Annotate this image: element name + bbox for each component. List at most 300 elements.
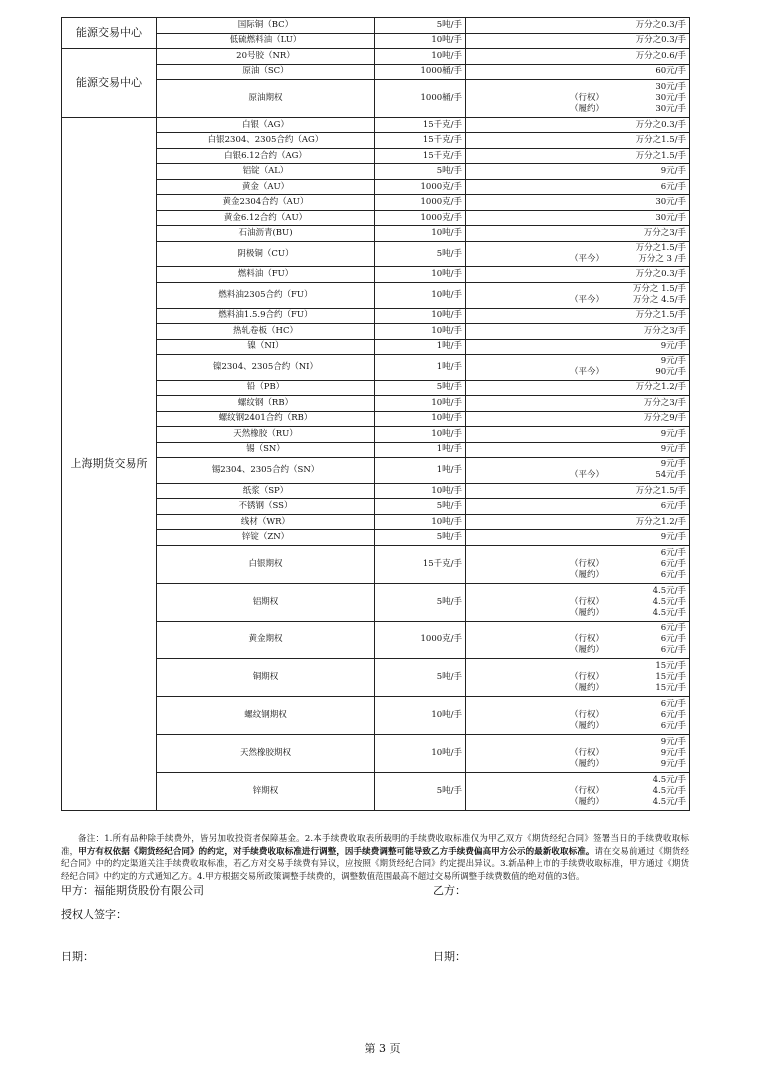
- fee-value: 9元/手: [660, 166, 686, 177]
- fee-line: [469, 413, 686, 424]
- fee-value: 万分之0.3/手: [635, 35, 686, 46]
- unit-cell: 15千克/手: [375, 117, 466, 133]
- table-row: [62, 49, 690, 65]
- fee-cell: [466, 355, 690, 381]
- fee-type-label: [570, 20, 612, 31]
- fee-type-label: （行权）: [570, 558, 605, 569]
- fee-value: 6元/手: [660, 645, 686, 656]
- product-cell: 白银6.12合约（AG）: [157, 148, 375, 164]
- unit-cell: 15千克/手: [375, 148, 466, 164]
- table-row: [62, 621, 690, 659]
- fee-type-label: [570, 166, 612, 177]
- fee-type-label: [570, 269, 612, 280]
- fee-cell: [466, 133, 690, 149]
- fee-type-label: [570, 382, 612, 393]
- fee-value: 4.5元/手: [652, 596, 686, 607]
- fee-table-body: [62, 18, 690, 811]
- unit-cell: 1000桶/手: [375, 80, 466, 118]
- fee-value: 6元/手: [660, 634, 686, 645]
- fee-line: [469, 197, 686, 208]
- fee-value: 15元/手: [655, 661, 686, 672]
- unit-cell: 10吨/手: [375, 483, 466, 499]
- product-cell: 原油（SC）: [157, 64, 375, 80]
- unit-cell: 10吨/手: [375, 396, 466, 412]
- fee-value: 6元/手: [660, 569, 686, 580]
- unit-cell: 5吨/手: [375, 773, 466, 811]
- product-cell: 铜期权: [157, 659, 375, 697]
- product-cell: 螺纹钢2401合约（RB）: [157, 411, 375, 427]
- fee-line: [469, 284, 686, 295]
- fee-type-label: [570, 310, 612, 321]
- fee-line: [469, 20, 686, 31]
- fee-type-label: （行权）: [570, 92, 605, 103]
- fee-type-label: [570, 486, 612, 497]
- fee-type-label: [570, 356, 612, 367]
- fee-type-label: （平今）: [570, 295, 605, 306]
- product-cell: 黄金（AU）: [157, 179, 375, 195]
- product-cell: 低硫燃料油（LU）: [157, 33, 375, 49]
- product-cell: 原油期权: [157, 80, 375, 118]
- fee-cell: [466, 339, 690, 355]
- fee-line: [469, 243, 686, 254]
- fee-value: 9元/手: [660, 532, 686, 543]
- fee-type-label: （行权）: [570, 748, 605, 759]
- product-cell: 不锈钢（SS）: [157, 499, 375, 515]
- fee-value: 万分之 3 /手: [638, 254, 686, 265]
- fee-line: [469, 586, 686, 597]
- fee-line: [469, 699, 686, 710]
- fee-cell: [466, 80, 690, 118]
- product-cell: 锡2304、2305合约（SN）: [157, 458, 375, 484]
- fee-line: [469, 634, 686, 645]
- fee-type-label: [570, 532, 612, 543]
- fee-table: [61, 17, 690, 811]
- party-b-label: 乙方：: [433, 884, 466, 897]
- fee-value: 万分之3/手: [643, 228, 686, 239]
- unit-cell: 1000克/手: [375, 179, 466, 195]
- unit-cell: 1000克/手: [375, 195, 466, 211]
- fee-value: 万分之1.5/手: [635, 135, 686, 146]
- fee-cell: [466, 241, 690, 267]
- fee-line: [469, 367, 686, 378]
- fee-line: [469, 310, 686, 321]
- unit-cell: 1吨/手: [375, 458, 466, 484]
- fee-type-label: （履约）: [570, 607, 605, 618]
- fee-value: 万分之1.2/手: [635, 382, 686, 393]
- fee-cell: [466, 226, 690, 242]
- table-row: [62, 483, 690, 499]
- fee-cell: [466, 530, 690, 546]
- fee-value: 54元/手: [655, 470, 686, 481]
- fee-value: 30元/手: [655, 197, 686, 208]
- product-cell: 白银期权: [157, 545, 375, 583]
- fee-cell: [466, 64, 690, 80]
- product-cell: 黄金2304合约（AU）: [157, 195, 375, 211]
- product-cell: 燃料油1.5.9合约（FU）: [157, 308, 375, 324]
- table-row: [62, 499, 690, 515]
- fee-type-label: [570, 243, 612, 254]
- fee-cell: [466, 164, 690, 180]
- table-row: [62, 148, 690, 164]
- fee-value: 4.5元/手: [652, 607, 686, 618]
- table-row: [62, 267, 690, 283]
- unit-cell: 10吨/手: [375, 324, 466, 340]
- product-cell: 锌期权: [157, 773, 375, 811]
- remarks-note: [61, 833, 689, 883]
- table-row: [62, 458, 690, 484]
- fee-value: 6元/手: [660, 721, 686, 732]
- product-cell: 螺纹钢（RB）: [157, 396, 375, 412]
- fee-value: 6元/手: [660, 501, 686, 512]
- fee-line: [469, 66, 686, 77]
- product-cell: 阴极铜（CU）: [157, 241, 375, 267]
- table-row: [62, 380, 690, 396]
- fee-line: [469, 623, 686, 634]
- fee-type-label: （履约）: [570, 683, 605, 694]
- fee-type-label: （行权）: [570, 786, 605, 797]
- fee-type-label: [570, 135, 612, 146]
- unit-cell: 10吨/手: [375, 49, 466, 65]
- unit-cell: 10吨/手: [375, 697, 466, 735]
- fee-line: [469, 759, 686, 770]
- fee-cell: [466, 735, 690, 773]
- fee-line: [469, 797, 686, 808]
- fee-value: 万分之1.5/手: [635, 485, 686, 496]
- fee-value: 6元/手: [660, 699, 686, 710]
- fee-value: 万分之0.3/手: [635, 119, 686, 130]
- remarks-part2: 请在交易前通过《期货经纪合同》中的约定渠道关注手续费收取标准，若乙方对交易手续费有异议，应按照《期货经纪合同》约定提出异议。3.新品种上市的手续费收取标准，甲方通过《期货经纪合同》中约定的方式通知乙方。4.甲方根据交易所政策调整手续费的，调整数值范围最高不超过交易所调整手续费数值的绝对值的3倍。: [61, 846, 689, 882]
- product-cell: 纸浆（SP）: [157, 483, 375, 499]
- table-row: [62, 735, 690, 773]
- table-row: [62, 659, 690, 697]
- table-row: [62, 427, 690, 443]
- fee-value: 万分之9/手: [643, 413, 686, 424]
- fee-value: 9元/手: [660, 459, 686, 470]
- fee-line: [469, 82, 686, 93]
- fee-cell: [466, 210, 690, 226]
- table-row: [62, 411, 690, 427]
- fee-line: [469, 459, 686, 470]
- product-cell: 镍2304、2305合约（NI）: [157, 355, 375, 381]
- fee-type-label: [570, 737, 612, 748]
- table-row: [62, 164, 690, 180]
- exchange-cell: 能源交易中心: [62, 18, 157, 49]
- fee-type-label: [570, 444, 612, 455]
- fee-value: 4.5元/手: [652, 775, 686, 786]
- fee-value: 9元/手: [660, 759, 686, 770]
- fee-type-label: [570, 429, 612, 440]
- fee-value: 6元/手: [660, 547, 686, 558]
- fee-line: [469, 382, 686, 393]
- fee-cell: [466, 427, 690, 443]
- remarks-bold: 甲方有权依据《期货经纪合同》的约定，对手续费收取标准进行调整，因手续费调整可能导致乙方手续费偏高甲方公示的最新收取标准。: [78, 846, 595, 857]
- product-cell: 锌锭（ZN）: [157, 530, 375, 546]
- table-row: [62, 308, 690, 324]
- fee-type-label: [570, 548, 612, 559]
- fee-line: [469, 748, 686, 759]
- fee-line: [469, 151, 686, 162]
- unit-cell: 5吨/手: [375, 583, 466, 621]
- remarks-part1: 备注：1.所有品种除手续费外，皆另加收投资者保障基金。2.本手续费收取表所载明的手续费收取标准仅为甲乙双方《期货经纪合同》签署当日的手续费收取标准，: [61, 834, 689, 857]
- table-row: [62, 64, 690, 80]
- fee-line: [469, 135, 686, 146]
- table-row: [62, 530, 690, 546]
- authorized-signature-label: 授权人签字：: [61, 908, 127, 921]
- fee-type-label: [570, 120, 612, 131]
- table-row: [62, 33, 690, 49]
- fee-value: 6元/手: [660, 181, 686, 192]
- fee-type-label: [570, 35, 612, 46]
- fee-cell: [466, 483, 690, 499]
- fee-type-label: [570, 197, 612, 208]
- unit-cell: 5吨/手: [375, 499, 466, 515]
- product-cell: 铅（PB）: [157, 380, 375, 396]
- fee-value: 4.5元/手: [652, 585, 686, 596]
- product-cell: 热轧卷板（HC）: [157, 324, 375, 340]
- fee-value: 15元/手: [655, 683, 686, 694]
- fee-type-label: [570, 661, 612, 672]
- fee-line: [469, 228, 686, 239]
- fee-value: 万分之1.5/手: [635, 150, 686, 161]
- fee-type-label: （行权）: [570, 634, 605, 645]
- table-row: [62, 80, 690, 118]
- table-row: [62, 545, 690, 583]
- unit-cell: 10吨/手: [375, 735, 466, 773]
- fee-type-label: （平今）: [570, 470, 605, 481]
- fee-type-label: （平今）: [570, 367, 605, 378]
- exchange-cell: 能源交易中心: [62, 49, 157, 118]
- fee-line: [469, 517, 686, 528]
- table-row: [62, 773, 690, 811]
- fee-cell: [466, 324, 690, 340]
- fee-value: 9元/手: [660, 748, 686, 759]
- fee-type-label: [570, 775, 612, 786]
- fee-cell: [466, 514, 690, 530]
- fee-line: [469, 570, 686, 581]
- fee-line: [469, 295, 686, 306]
- product-cell: 黄金期权: [157, 621, 375, 659]
- fee-cell: [466, 179, 690, 195]
- fee-cell: [466, 49, 690, 65]
- fee-line: [469, 737, 686, 748]
- unit-cell: 1000桶/手: [375, 64, 466, 80]
- table-row: [62, 355, 690, 381]
- fee-line: [469, 120, 686, 131]
- fee-line: [469, 486, 686, 497]
- unit-cell: 1吨/手: [375, 339, 466, 355]
- fee-cell: [466, 148, 690, 164]
- fee-type-label: [570, 623, 612, 634]
- fee-value: 万分之0.3/手: [635, 269, 686, 280]
- unit-cell: 5吨/手: [375, 241, 466, 267]
- fee-cell: [466, 396, 690, 412]
- fee-line: [469, 104, 686, 115]
- table-row: [62, 117, 690, 133]
- fee-line: [469, 775, 686, 786]
- table-row: [62, 179, 690, 195]
- fee-type-label: [570, 66, 612, 77]
- product-cell: 铝期权: [157, 583, 375, 621]
- table-row: [62, 396, 690, 412]
- fee-cell: [466, 621, 690, 659]
- product-cell: 石油沥青(BU): [157, 226, 375, 242]
- unit-cell: 10吨/手: [375, 411, 466, 427]
- fee-line: [469, 470, 686, 481]
- fee-cell: [466, 583, 690, 621]
- table-row: [62, 226, 690, 242]
- fee-value: 万分之3/手: [643, 397, 686, 408]
- fee-value: 万分之0.3/手: [635, 19, 686, 30]
- table-row: [62, 282, 690, 308]
- fee-value: 6元/手: [660, 710, 686, 721]
- fee-type-label: [570, 151, 612, 162]
- fee-line: [469, 786, 686, 797]
- fee-line: [469, 93, 686, 104]
- fee-value: 万分之0.6/手: [635, 50, 686, 61]
- fee-line: [469, 444, 686, 455]
- product-cell: 白银2304、2305合约（AG）: [157, 133, 375, 149]
- unit-cell: 5吨/手: [375, 659, 466, 697]
- fee-type-label: [570, 82, 612, 93]
- product-cell: 线材（WR）: [157, 514, 375, 530]
- fee-type-label: [570, 501, 612, 512]
- fee-line: [469, 166, 686, 177]
- product-cell: 铝锭（AL）: [157, 164, 375, 180]
- fee-value: 万分之 4.5/手: [632, 295, 686, 306]
- fee-line: [469, 182, 686, 193]
- fee-value: 30元/手: [655, 212, 686, 223]
- fee-cell: [466, 697, 690, 735]
- unit-cell: 1000克/手: [375, 621, 466, 659]
- fee-type-label: （行权）: [570, 672, 605, 683]
- fee-line: [469, 721, 686, 732]
- table-row: [62, 583, 690, 621]
- fee-value: 90元/手: [655, 367, 686, 378]
- fee-line: [469, 683, 686, 694]
- fee-line: [469, 710, 686, 721]
- fee-type-label: （履约）: [570, 797, 605, 808]
- fee-type-label: （履约）: [570, 569, 605, 580]
- fee-type-label: [570, 459, 612, 470]
- unit-cell: 5吨/手: [375, 380, 466, 396]
- fee-value: 6元/手: [660, 558, 686, 569]
- fee-line: [469, 254, 686, 265]
- fee-cell: [466, 195, 690, 211]
- fee-type-label: （平今）: [570, 254, 605, 265]
- table-row: [62, 442, 690, 458]
- table-row: [62, 133, 690, 149]
- exchange-cell: 上海期货交易所: [62, 117, 157, 810]
- table-row: [62, 241, 690, 267]
- fee-type-label: [570, 699, 612, 710]
- fee-type-label: （行权）: [570, 596, 605, 607]
- unit-cell: 10吨/手: [375, 282, 466, 308]
- product-cell: 螺纹钢期权: [157, 697, 375, 735]
- fee-line: [469, 559, 686, 570]
- fee-value: 9元/手: [660, 444, 686, 455]
- fee-line: [469, 326, 686, 337]
- fee-type-label: （履约）: [570, 721, 605, 732]
- fee-value: 30元/手: [655, 103, 686, 114]
- table-row: [62, 339, 690, 355]
- product-cell: 锡（SN）: [157, 442, 375, 458]
- fee-line: [469, 661, 686, 672]
- fee-value: 万分之1.2/手: [635, 516, 686, 527]
- unit-cell: 1吨/手: [375, 355, 466, 381]
- fee-cell: [466, 18, 690, 34]
- unit-cell: 10吨/手: [375, 514, 466, 530]
- fee-cell: [466, 33, 690, 49]
- fee-value: 15元/手: [655, 672, 686, 683]
- unit-cell: 5吨/手: [375, 530, 466, 546]
- unit-cell: 10吨/手: [375, 308, 466, 324]
- unit-cell: 10吨/手: [375, 427, 466, 443]
- fee-cell: [466, 773, 690, 811]
- fee-value: 万分之 1.5/手: [632, 284, 686, 295]
- table-row: [62, 324, 690, 340]
- fee-value: 9元/手: [660, 737, 686, 748]
- fee-type-label: （履约）: [570, 103, 605, 114]
- unit-cell: 15千克/手: [375, 545, 466, 583]
- fee-cell: [466, 117, 690, 133]
- fee-line: [469, 548, 686, 559]
- fee-line: [469, 429, 686, 440]
- party-a-label: 甲方：福能期货股份有限公司: [61, 884, 204, 897]
- fee-line: [469, 51, 686, 62]
- fee-value: 60元/手: [655, 66, 686, 77]
- fee-line: [469, 398, 686, 409]
- fee-line: [469, 35, 686, 46]
- table-row: [62, 210, 690, 226]
- fee-cell: [466, 282, 690, 308]
- fee-cell: [466, 458, 690, 484]
- fee-value: 万分之1.5/手: [635, 243, 686, 254]
- fee-type-label: [570, 517, 612, 528]
- unit-cell: 5吨/手: [375, 164, 466, 180]
- fee-cell: [466, 499, 690, 515]
- product-cell: 白银（AG）: [157, 117, 375, 133]
- fee-type-label: （履约）: [570, 645, 605, 656]
- fee-type-label: [570, 228, 612, 239]
- fee-line: [469, 645, 686, 656]
- fee-value: 9元/手: [660, 428, 686, 439]
- product-cell: 燃料油（FU）: [157, 267, 375, 283]
- unit-cell: 1吨/手: [375, 442, 466, 458]
- fee-line: [469, 672, 686, 683]
- product-cell: 燃料油2305合约（FU）: [157, 282, 375, 308]
- fee-line: [469, 213, 686, 224]
- product-cell: 天然橡胶（RU）: [157, 427, 375, 443]
- fee-type-label: [570, 213, 612, 224]
- fee-type-label: [570, 398, 612, 409]
- fee-line: [469, 356, 686, 367]
- fee-cell: [466, 659, 690, 697]
- fee-line: [469, 532, 686, 543]
- fee-cell: [466, 380, 690, 396]
- table-row: [62, 18, 690, 34]
- fee-value: 4.5元/手: [652, 797, 686, 808]
- fee-type-label: [570, 341, 612, 352]
- fee-value: 30元/手: [655, 92, 686, 103]
- fee-value: 万分之1.5/手: [635, 310, 686, 321]
- table-row: [62, 514, 690, 530]
- date-right-label: 日期：: [433, 950, 466, 963]
- fee-type-label: [570, 586, 612, 597]
- product-cell: 天然橡胶期权: [157, 735, 375, 773]
- product-cell: 黄金6.12合约（AU）: [157, 210, 375, 226]
- fee-line: [469, 501, 686, 512]
- fee-cell: [466, 411, 690, 427]
